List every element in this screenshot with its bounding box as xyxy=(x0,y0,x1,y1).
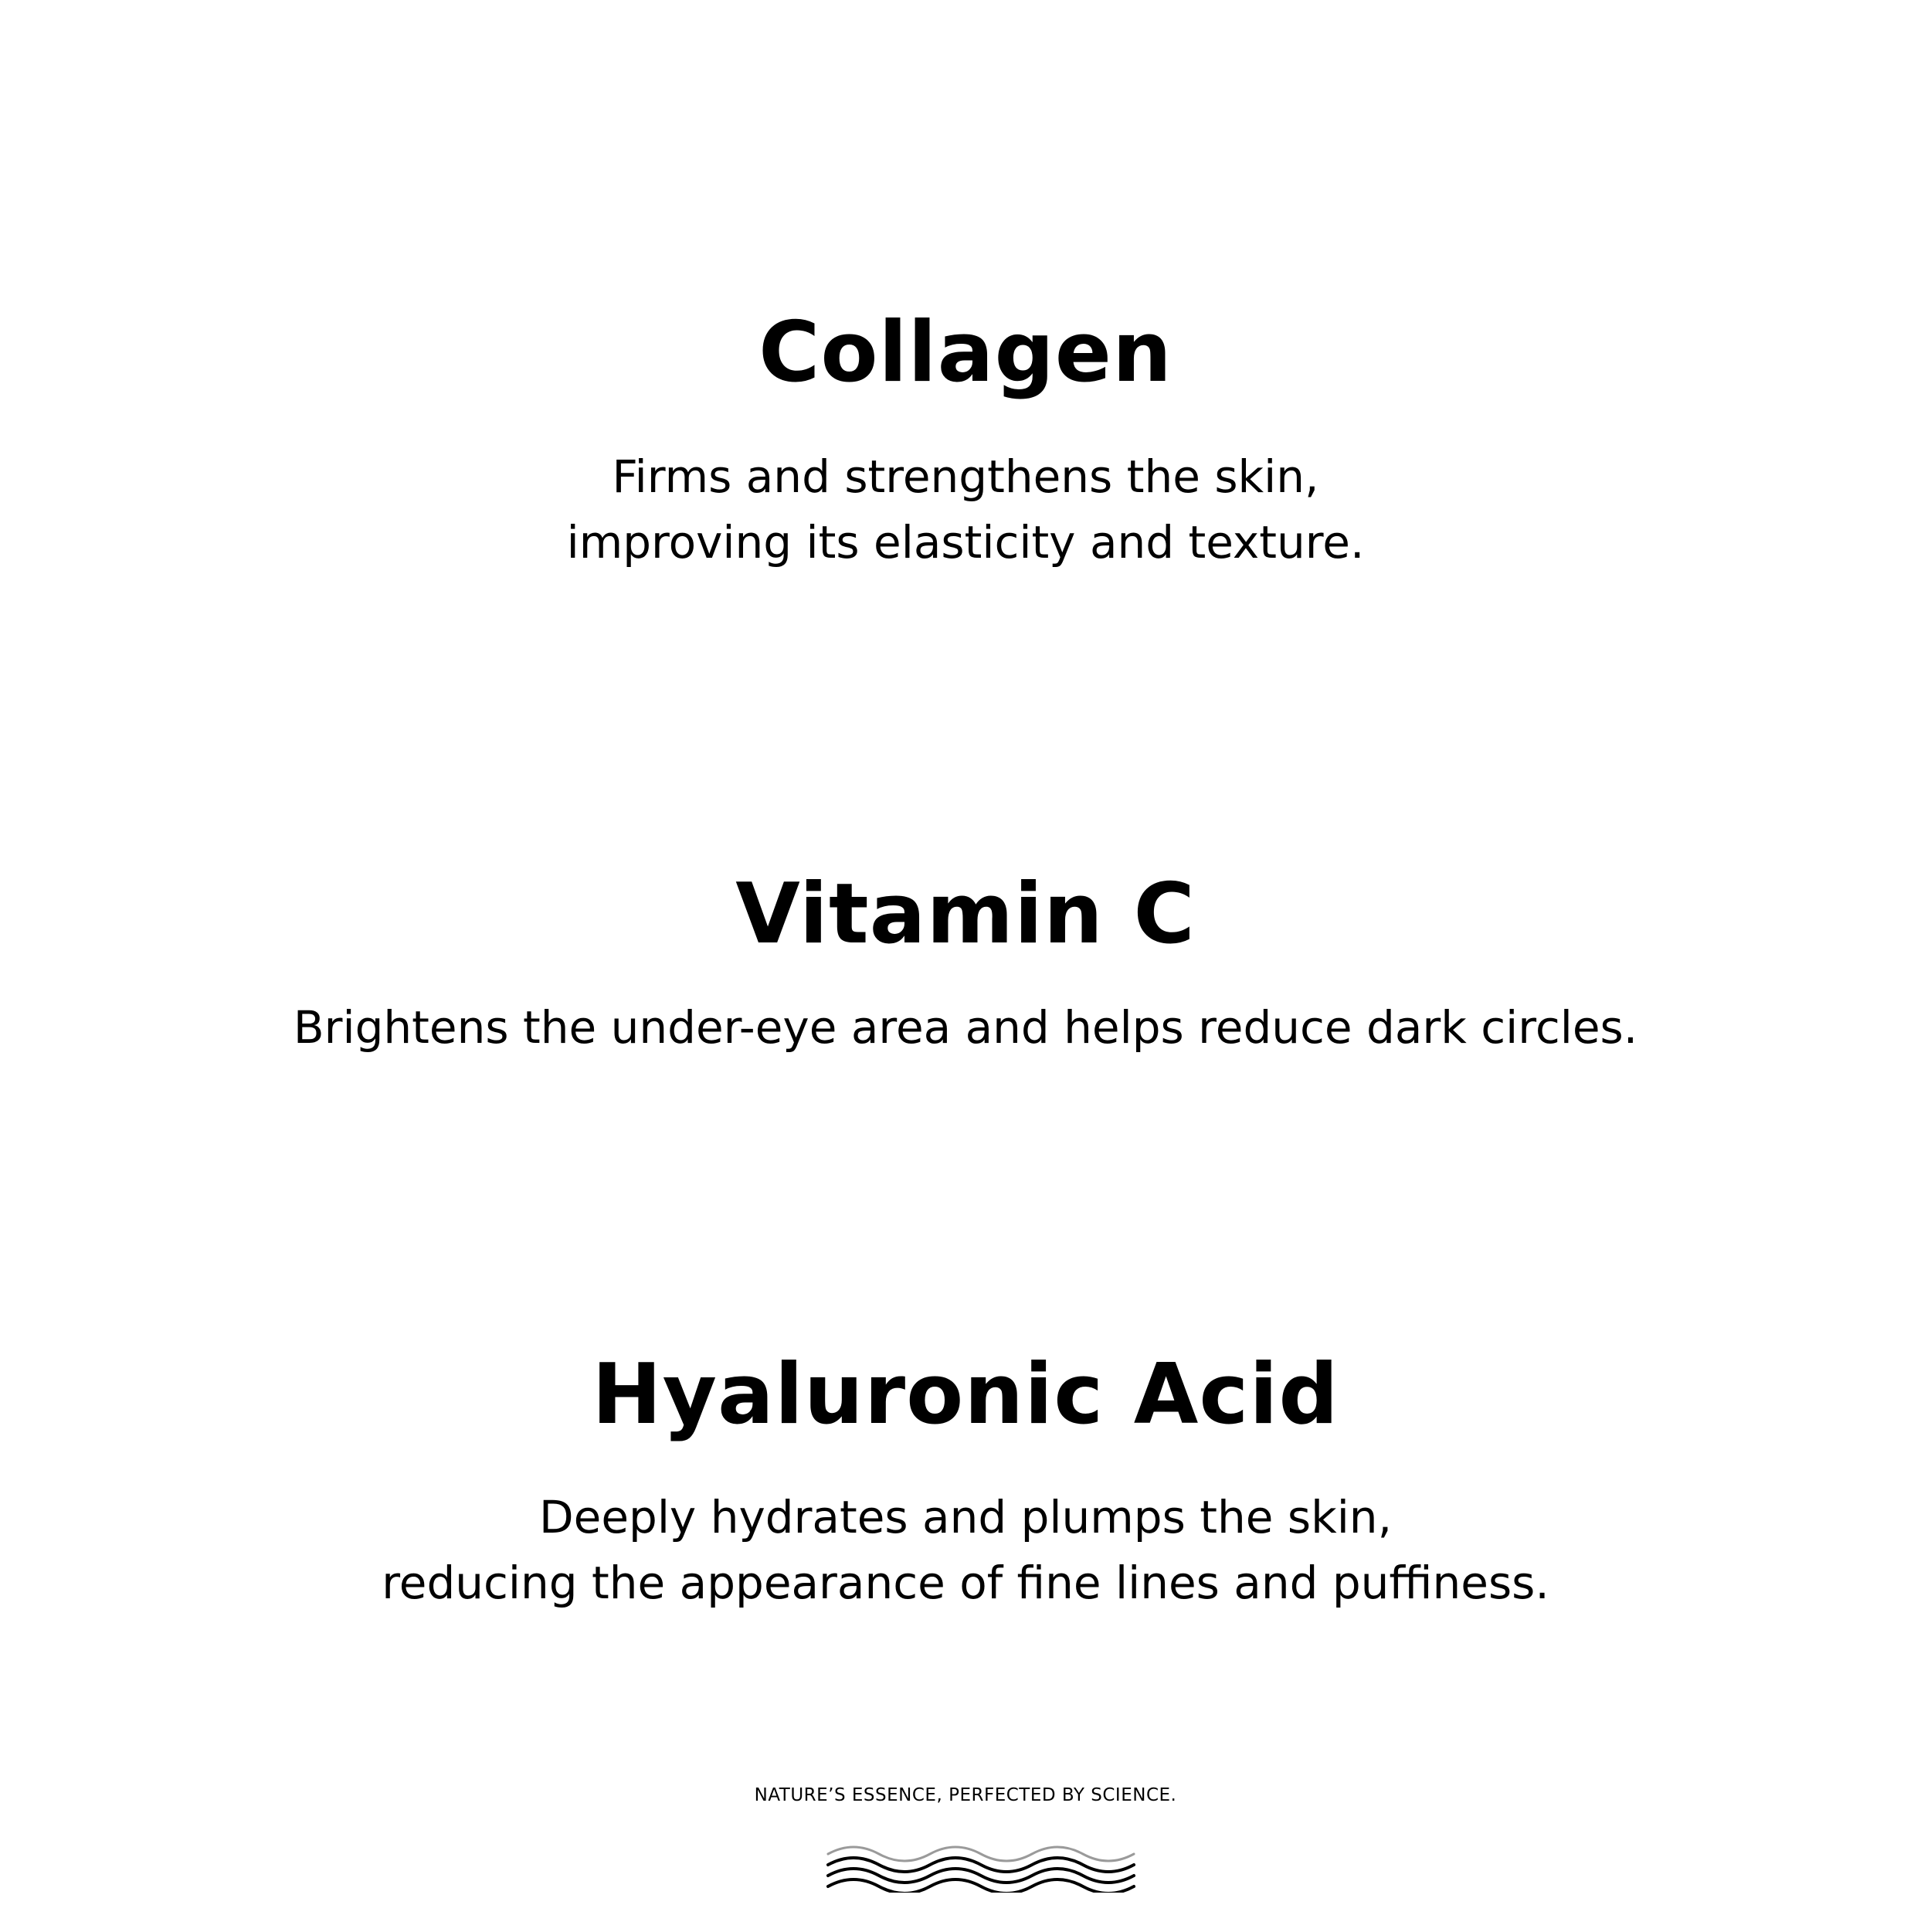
ingredient-title-collagen: Collagen xyxy=(758,304,1173,401)
brand-tagline: NATURE’S ESSENCE, PERFECTED BY SCIENCE. xyxy=(754,1785,1177,1805)
description-line: Deeply hydrates and plumps the skin, xyxy=(538,1491,1393,1543)
description-line: improving its elasticity and texture. xyxy=(566,516,1365,569)
description-line: Brightens the under-eye area and helps reduce dark circles. xyxy=(293,1001,1638,1054)
description-line: reducing the appearance of fine lines and puffiness. xyxy=(382,1557,1549,1609)
ingredient-title-vitamin-c: Vitamin C xyxy=(735,866,1196,963)
ingredient-description-collagen xyxy=(0,444,1931,576)
wave-lines-icon xyxy=(826,1839,1135,1893)
description-line: Firms and strengthens the skin, xyxy=(612,450,1319,503)
ingredient-description-hyaluronic-acid xyxy=(0,1485,1931,1616)
ingredient-description-vitamin-c xyxy=(0,995,1931,1061)
ingredient-title-hyaluronic-acid: Hyaluronic Acid xyxy=(592,1346,1339,1443)
